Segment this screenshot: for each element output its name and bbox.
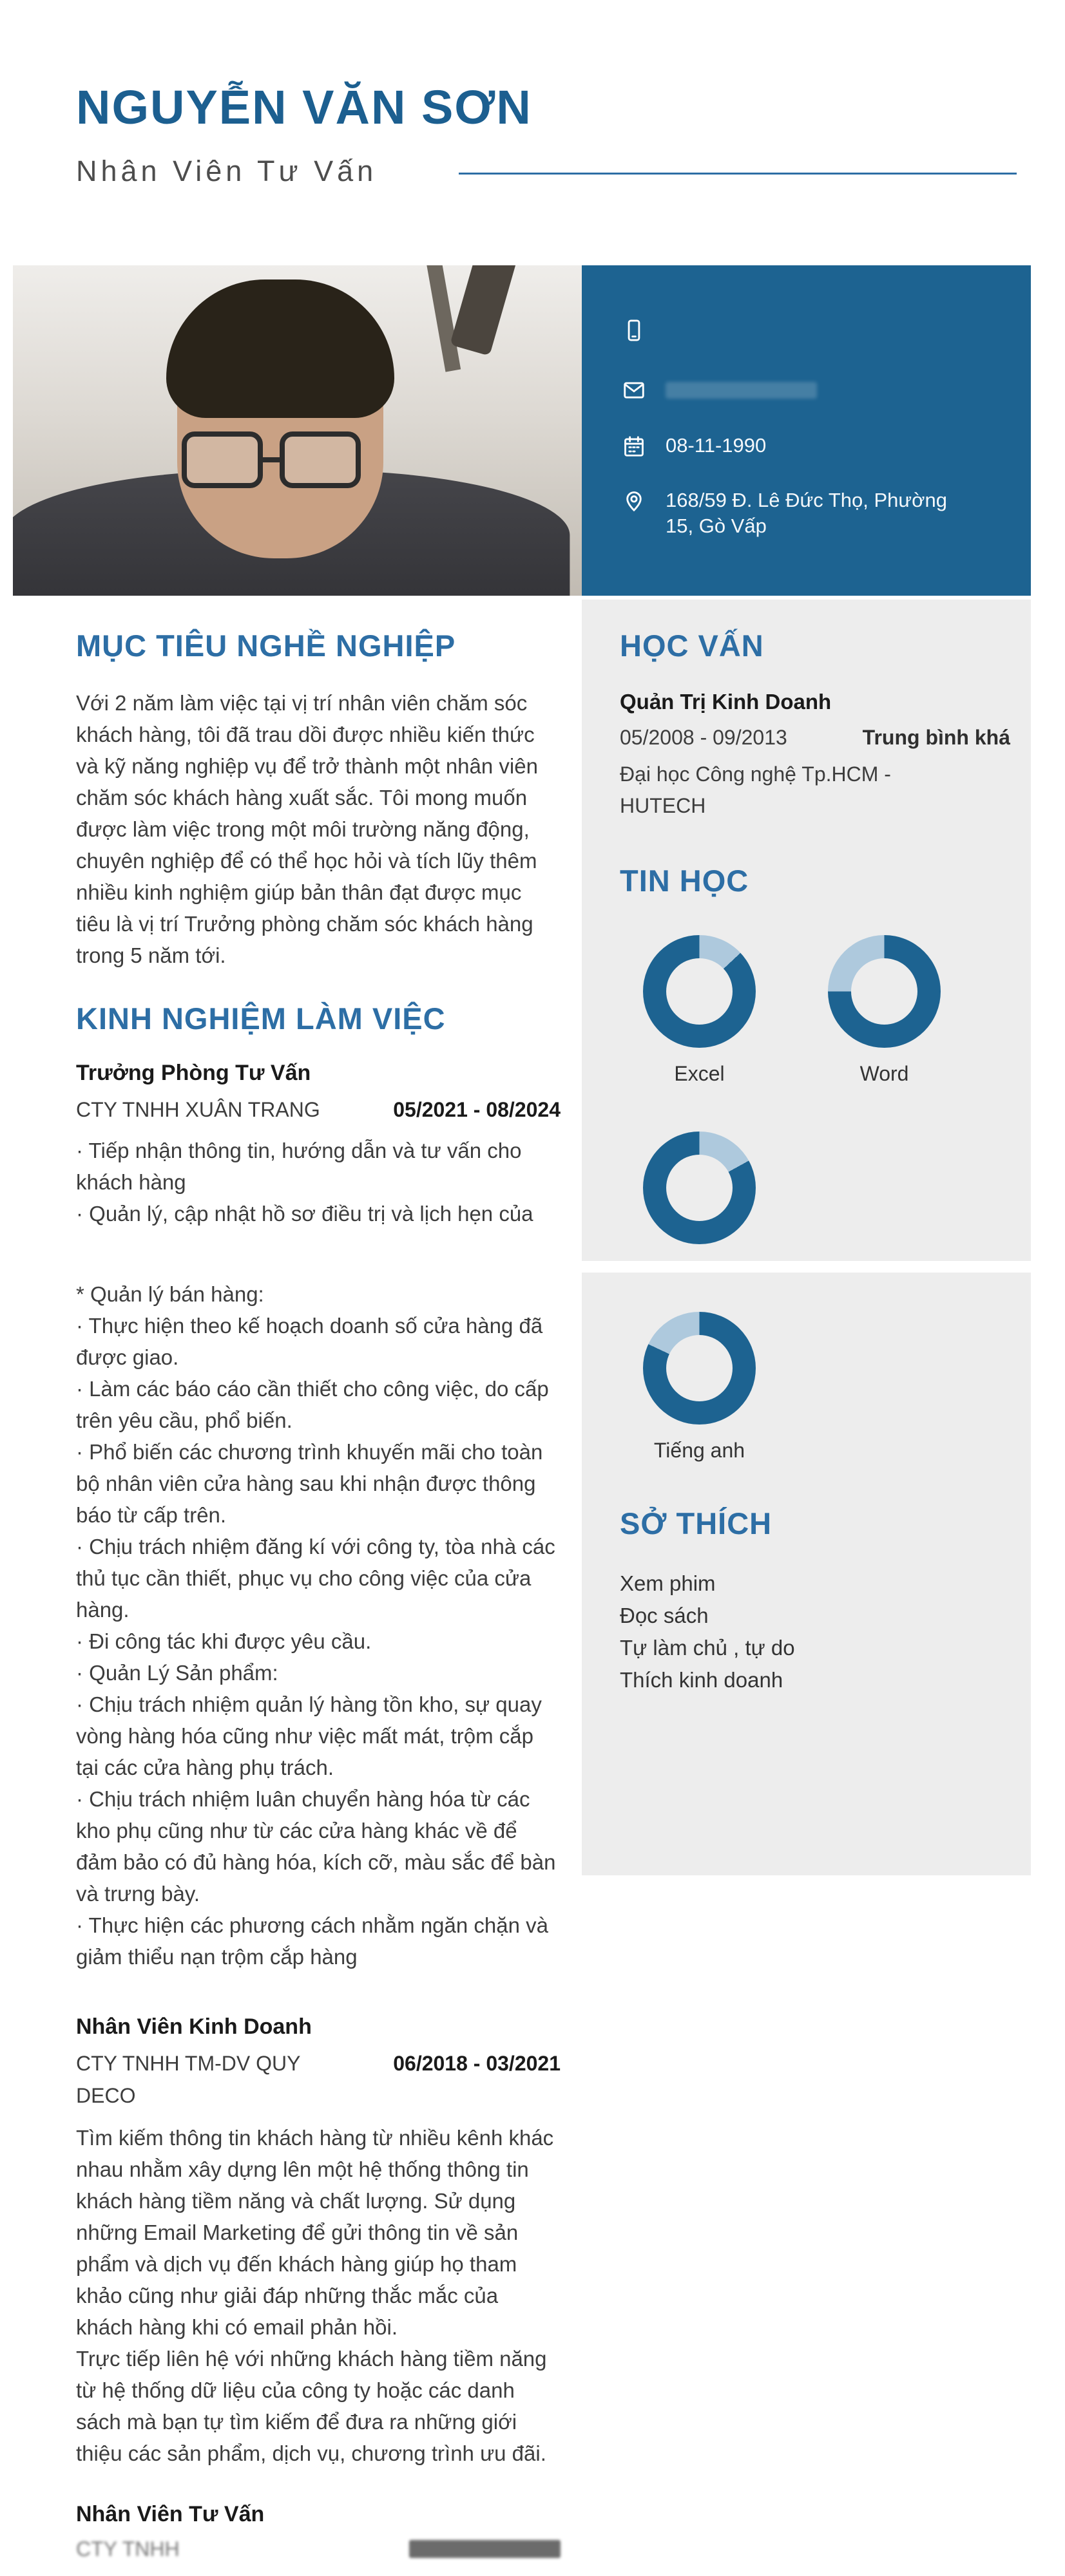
contact-panel <box>582 265 1031 596</box>
education-school: Đại học Công nghệ Tp.HCM - HUTECH <box>620 762 891 817</box>
job-title: Nhân Viên Kinh Doanh <box>76 2014 312 2039</box>
title-underline <box>459 173 1017 175</box>
english-donut-chart <box>643 1312 756 1425</box>
job-company-partial: CTY TNHH <box>76 2537 180 2561</box>
bullet-line: · Quản Lý Sản phẩm: <box>76 1661 278 1685</box>
mobile-phone-icon <box>622 317 646 346</box>
profile-photo <box>13 265 582 596</box>
photo-person-hair <box>166 279 394 418</box>
word-donut-chart <box>828 935 941 1048</box>
contact-item-phone <box>622 317 666 346</box>
excel-donut-chart <box>643 935 756 1048</box>
skill-label: Tiếng anh <box>653 1439 745 1462</box>
birthday-value: 08-11-1990 <box>666 434 767 457</box>
contact-item-birthday <box>622 433 766 462</box>
education-degree: Quản Trị Kinh Doanh <box>620 690 832 714</box>
job-header-row <box>76 2047 561 2112</box>
computer-skills-heading: TIN HỌC <box>620 864 749 898</box>
bullet-line: * Quản lý bán hàng: <box>76 1282 264 1306</box>
job-title: Trưởng Phòng Tư Vấn <box>76 1061 311 1085</box>
job-description-paragraph: Tìm kiếm thông tin khách hàng từ nhiều kênh khác nhau nhằm xây dựng lên một hệ thống thông tin khách hàng tiềm năng và chất lượng. Sử dụng những Email Marketing để gửi thông tin về sản phẩm và dịch vụ đến khách hàng giúp họ tham khảo cũng như giải đáp những thắc mắc của khách hàng khi có email phản hồi. <box>76 2126 554 2339</box>
skill-label: Excel <box>674 1062 725 1085</box>
right-column-page1 <box>620 628 1010 1244</box>
skill-unlabeled <box>643 1132 756 1244</box>
hobby-item: Xem phim <box>620 1571 716 1595</box>
objective-heading: MỤC TIÊU NGHỀ NGHIỆP <box>76 629 456 663</box>
hobby-item: Đọc sách <box>620 1604 709 1627</box>
bullet-line: · Tiếp nhận thông tin, hướng dẫn và tư vấn cho khách hàng <box>76 1139 522 1194</box>
person-job-title: Nhân Viên Tư Vấn <box>76 155 378 187</box>
job-entry-3 <box>76 2500 561 2564</box>
education-heading: HỌC VẤN <box>620 629 764 663</box>
hobbies-heading: SỞ THÍCH <box>620 1506 772 1540</box>
job-company: CTY TNHH TM-DV QUY DECO <box>76 2052 300 2107</box>
job-period: 06/2018 - 03/2021 <box>393 2052 561 2075</box>
job-header-row <box>76 1094 561 1126</box>
photo-person-glasses <box>182 431 379 488</box>
skill-donut-row <box>620 935 1010 1086</box>
skill-excel <box>643 935 756 1086</box>
address-value: 168/59 Đ. Lê Đức Thọ, Phường 15, Gò Vấp <box>666 489 947 537</box>
bullet-line: · Thực hiện các phương cách nhằm ngăn chặn và giảm thiểu nạn trộm cắp hàng <box>76 1913 548 1969</box>
education-period-row <box>620 726 1010 750</box>
experience-heading: KINH NGHIỆM LÀM VIỆC <box>76 1001 446 1036</box>
skill-word <box>828 935 941 1086</box>
contact-item-email <box>622 377 817 406</box>
photo-background-object <box>450 265 518 356</box>
bullet-line: · Quản lý, cập nhật hồ sơ điều trị và lịch hẹn của <box>76 1202 533 1226</box>
calendar-icon <box>622 433 646 462</box>
right-column-page2 <box>620 1278 1010 1696</box>
location-pin-icon <box>622 488 646 516</box>
objective-text: Với 2 năm làm việc tại vị trí nhân viên chăm sóc khách hàng, tôi đã trau dồi được nhiều kiến thức và kỹ năng nghiệp vụ để trở thành một nhân viên chăm sóc khách hàng xuất sắc. Tôi mong muốn được làm việc trong một môi trường năng động, chuyên nghiệp để có thể học hỏi và tích lũy thêm nhiều kinh nghiệm giúp bản thân đạt được mục tiêu là vị trí Trưởng phòng chăm sóc khách hàng trong 5 năm tới. <box>76 691 538 967</box>
bullet-line: · Chịu trách nhiệm quản lý hàng tồn kho, sự quay vòng hàng hóa cũng như việc mất mát, trộm cắp tại các cửa hàng phụ trách. <box>76 1692 542 1779</box>
hobby-item: Tự làm chủ , tự do <box>620 1636 795 1660</box>
education-grade: Trung bình khá <box>862 726 1010 749</box>
job-description <box>76 2122 561 2469</box>
email-value-redacted <box>666 382 817 399</box>
job-period: 05/2021 - 08/2024 <box>393 1098 561 1121</box>
bullet-line: · Làm các báo cáo cần thiết cho công việc, do cấp trên yêu cầu, phổ biến. <box>76 1377 549 1432</box>
bullet-line: · Phổ biến các chương trình khuyến mãi cho toàn bộ nhân viên cửa hàng sau khi nhận được thông báo từ cấp trên. <box>76 1440 543 1527</box>
job-company: CTY TNHH XUÂN TRANG <box>76 1098 320 1121</box>
person-name: NGUYỄN VĂN SƠN <box>76 80 532 134</box>
hobby-item: Thích kinh doanh <box>620 1668 783 1692</box>
skill-label: Word <box>859 1062 909 1085</box>
hobby-list <box>620 1567 1010 1696</box>
skill-english <box>643 1312 756 1463</box>
truncated-job-header-row <box>76 2537 561 2564</box>
job-period-unreadable <box>409 2540 561 2558</box>
bullet-line: · Thực hiện theo kế hoạch doanh số cửa hàng đã được giao. <box>76 1314 543 1369</box>
job-bullets-continued <box>76 1278 561 1973</box>
skill-donut-chart <box>643 1132 756 1244</box>
job-entry-2 <box>76 2012 561 2469</box>
contact-item-address <box>622 488 968 539</box>
job-bullets <box>76 1135 561 1229</box>
photo-background-object <box>423 265 461 372</box>
job-description-paragraph: Trực tiếp liên hệ với những khách hàng tiềm năng từ hệ thống dữ liệu của công ty hoặc các danh sách mà bạn tự tìm kiếm để đưa ra những giới thiệu các sản phẩm, dịch vụ, chương trình ưu đãi. <box>76 2347 547 2465</box>
job-entry-1 <box>76 1059 561 1229</box>
bullet-line: · Chịu trách nhiệm đăng kí với công ty, tòa nhà các thủ tục cần thiết, phục vụ cho công việc của cửa hàng. <box>76 1535 555 1622</box>
bullet-line: · Đi công tác khi được yêu cầu. <box>76 1629 372 1653</box>
left-column-page2 <box>76 1278 561 2564</box>
bullet-line: · Chịu trách nhiệm luân chuyển hàng hóa từ các kho phụ cũng như từ các cửa hàng khác về để đảm bảo có đủ hàng hóa, kích cỡ, màu sắc để bàn và trưng bày. <box>76 1787 556 1906</box>
envelope-icon <box>622 377 646 406</box>
left-column-page1 <box>76 628 561 1229</box>
education-period: 05/2008 - 09/2013 <box>620 726 787 749</box>
job-title: Nhân Viên Tư Vấn <box>76 2502 265 2526</box>
